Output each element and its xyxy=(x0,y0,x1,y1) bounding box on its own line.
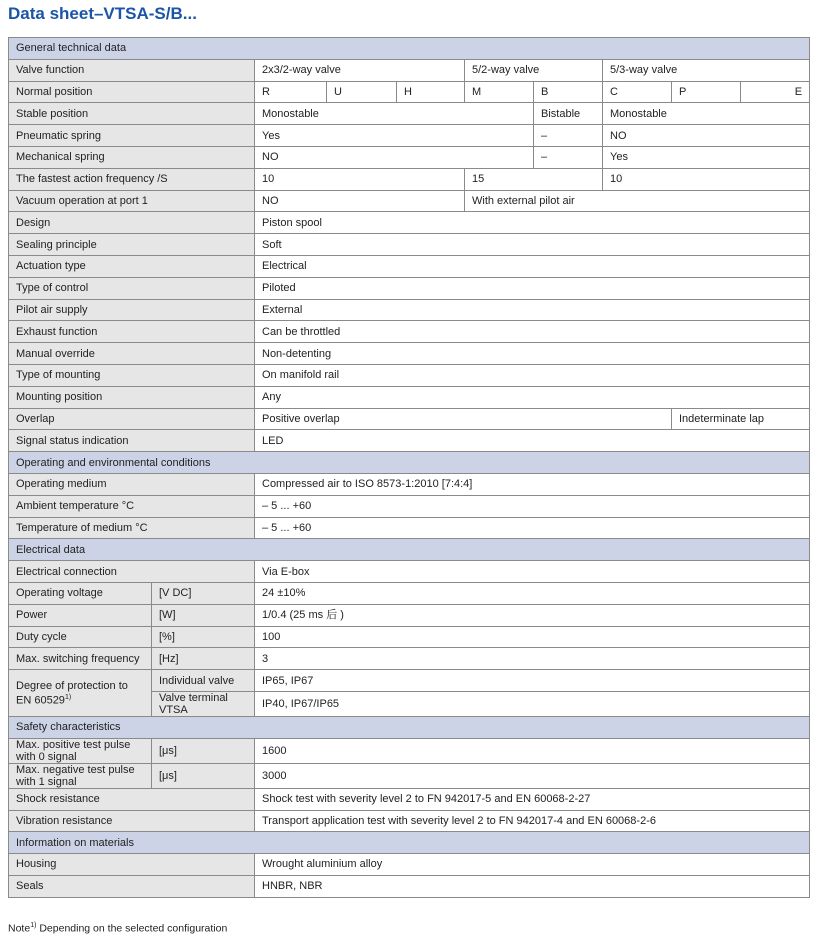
cell-value: NO xyxy=(603,125,810,147)
footnote-marker: 1) xyxy=(30,922,37,929)
row-label: Valve function xyxy=(9,59,255,81)
cell-value: Via E-box xyxy=(255,561,810,583)
row-label: Manual override xyxy=(9,343,255,365)
table-row xyxy=(9,343,810,365)
row-label: Signal status indication xyxy=(9,430,255,452)
row-label: Mechanical spring xyxy=(9,146,255,168)
section-safety-title: Safety characteristics xyxy=(9,716,810,738)
table-row xyxy=(9,321,810,343)
page-title: Data sheet–VTSA-S/B... xyxy=(8,4,197,23)
section-electrical-title: Electrical data xyxy=(9,539,810,561)
table-row xyxy=(9,626,810,648)
cell-value: IP65, IP67 xyxy=(255,670,810,692)
cell-value: Monostable xyxy=(603,103,810,125)
cell-value: 10 xyxy=(603,168,810,190)
table-row xyxy=(9,788,810,810)
cell-value: LED xyxy=(255,430,810,452)
cell-value: – 5 ... +60 xyxy=(255,517,810,539)
row-unit: [V DC] xyxy=(152,582,255,604)
cell-value: P xyxy=(672,81,741,103)
table-row xyxy=(9,495,810,517)
cell-value: External xyxy=(255,299,810,321)
row-label: Operating voltage xyxy=(9,582,152,604)
table-row xyxy=(9,763,810,788)
table-row xyxy=(9,670,810,692)
row-label: Actuation type xyxy=(9,255,255,277)
table-row xyxy=(9,408,810,430)
row-label: Vacuum operation at port 1 xyxy=(9,190,255,212)
cell-value: H xyxy=(397,81,465,103)
table-row xyxy=(9,738,810,763)
row-unit: [μs] xyxy=(152,738,255,763)
row-label: Vibration resistance xyxy=(9,810,255,832)
data-sheet-table xyxy=(8,37,810,898)
section-header-row xyxy=(9,452,810,474)
cell-value: – xyxy=(534,146,603,168)
row-label: Pneumatic spring xyxy=(9,125,255,147)
row-unit: [%] xyxy=(152,626,255,648)
row-label: Overlap xyxy=(9,408,255,430)
cell-value: E xyxy=(741,81,810,103)
cell-value: Transport application test with severity level 2 to FN 942017-4 and EN 60068-2-6 xyxy=(255,810,810,832)
section-materials-title: Information on materials xyxy=(9,832,810,854)
row-label: Design xyxy=(9,212,255,234)
row-label: Mounting position xyxy=(9,386,255,408)
table-row xyxy=(9,168,810,190)
cell-value: Indeterminate lap xyxy=(672,408,810,430)
cell-value: Wrought aluminium alloy xyxy=(255,854,810,876)
row-label: Housing xyxy=(9,854,255,876)
cell-value: – 5 ... +60 xyxy=(255,495,810,517)
cell-value: On manifold rail xyxy=(255,364,810,386)
cell-value: Positive overlap xyxy=(255,408,672,430)
table-row xyxy=(9,146,810,168)
section-header-row xyxy=(9,716,810,738)
row-label: Max. negative test pulse with 1 signal xyxy=(9,763,152,788)
cell-value: NO xyxy=(255,146,534,168)
row-label: Stable position xyxy=(9,103,255,125)
table-row xyxy=(9,473,810,495)
cell-value: 10 xyxy=(255,168,465,190)
row-label: Temperature of medium °C xyxy=(9,517,255,539)
row-label: Ambient temperature °C xyxy=(9,495,255,517)
footnote-prefix: Note xyxy=(8,922,31,935)
cell-value: 3000 xyxy=(255,763,810,788)
table-row xyxy=(9,277,810,299)
row-unit: [Hz] xyxy=(152,648,255,670)
row-label: Max. switching frequency xyxy=(9,648,152,670)
cell-value: Piston spool xyxy=(255,212,810,234)
protection-label-text: Degree of protection to EN 60529 xyxy=(16,679,128,707)
section-header-row xyxy=(9,832,810,854)
table-row xyxy=(9,604,810,626)
row-label: Type of control xyxy=(9,277,255,299)
cell-value: With external pilot air xyxy=(465,190,810,212)
protection-label xyxy=(9,670,152,717)
row-label: Operating medium xyxy=(9,473,255,495)
row-sublabel: Individual valve xyxy=(152,670,255,692)
cell-value: HNBR, NBR xyxy=(255,875,810,897)
cell-value: Yes xyxy=(603,146,810,168)
table-row xyxy=(9,810,810,832)
table-row xyxy=(9,386,810,408)
row-unit: [W] xyxy=(152,604,255,626)
table-row xyxy=(9,364,810,386)
row-label: Shock resistance xyxy=(9,788,255,810)
cell-value: 2x3/2-way valve xyxy=(255,59,465,81)
cell-value: Compressed air to ISO 8573-1:2010 [7:4:4] xyxy=(255,473,810,495)
cell-value: M xyxy=(465,81,534,103)
cell-value: B xyxy=(534,81,603,103)
table-row xyxy=(9,59,810,81)
footnote xyxy=(8,922,227,935)
table-row xyxy=(9,212,810,234)
cell-value: Electrical xyxy=(255,255,810,277)
footnote-text: Depending on the selected configuration xyxy=(36,922,228,935)
cell-value: Yes xyxy=(255,125,534,147)
section-operating-title: Operating and environmental conditions xyxy=(9,452,810,474)
row-label: Seals xyxy=(9,875,255,897)
table-row xyxy=(9,255,810,277)
cell-value: R xyxy=(255,81,327,103)
table-row xyxy=(9,854,810,876)
cell-value: 3 xyxy=(255,648,810,670)
row-label: Max. positive test pulse with 0 signal xyxy=(9,738,152,763)
row-label: Electrical connection xyxy=(9,561,255,583)
table-row xyxy=(9,648,810,670)
cell-value: Monostable xyxy=(255,103,534,125)
row-label: Duty cycle xyxy=(9,626,152,648)
table-row xyxy=(9,517,810,539)
table-row xyxy=(9,125,810,147)
row-label: Normal position xyxy=(9,81,255,103)
cell-value: 1/0.4 (25 ms 后 ) xyxy=(255,604,810,626)
cell-value: 24 ±10% xyxy=(255,582,810,604)
cell-value: 15 xyxy=(465,168,603,190)
row-label: Sealing principle xyxy=(9,234,255,256)
cell-value: 5/2-way valve xyxy=(465,59,603,81)
cell-value: Shock test with severity level 2 to FN 942017-5 and EN 60068-2-27 xyxy=(255,788,810,810)
cell-value: Bistable xyxy=(534,103,603,125)
cell-value: Any xyxy=(255,386,810,408)
row-label: Exhaust function xyxy=(9,321,255,343)
section-header-row xyxy=(9,539,810,561)
table-row xyxy=(9,234,810,256)
footnote-marker: 1) xyxy=(64,693,72,701)
table-row xyxy=(9,561,810,583)
row-label: The fastest action frequency /S xyxy=(9,168,255,190)
cell-value: 5/3-way valve xyxy=(603,59,810,81)
row-sublabel: Valve terminal VTSA xyxy=(152,691,255,716)
table-row xyxy=(9,582,810,604)
cell-value: Soft xyxy=(255,234,810,256)
cell-value: C xyxy=(603,81,672,103)
row-label: Power xyxy=(9,604,152,626)
table-row xyxy=(9,875,810,897)
section-header-row xyxy=(9,38,810,60)
cell-value: NO xyxy=(255,190,465,212)
section-general-title: General technical data xyxy=(9,38,810,60)
cell-value: 1600 xyxy=(255,738,810,763)
row-label: Pilot air supply xyxy=(9,299,255,321)
cell-value: 100 xyxy=(255,626,810,648)
table-row xyxy=(9,430,810,452)
table-row xyxy=(9,81,810,103)
cell-value: Non-detenting xyxy=(255,343,810,365)
table-row xyxy=(9,190,810,212)
row-unit: [μs] xyxy=(152,763,255,788)
cell-value: Can be throttled xyxy=(255,321,810,343)
table-row xyxy=(9,299,810,321)
row-label: Type of mounting xyxy=(9,364,255,386)
cell-value: Piloted xyxy=(255,277,810,299)
cell-value: – xyxy=(534,125,603,147)
cell-value: IP40, IP67/IP65 xyxy=(255,691,810,716)
table-row xyxy=(9,103,810,125)
cell-value: U xyxy=(327,81,397,103)
